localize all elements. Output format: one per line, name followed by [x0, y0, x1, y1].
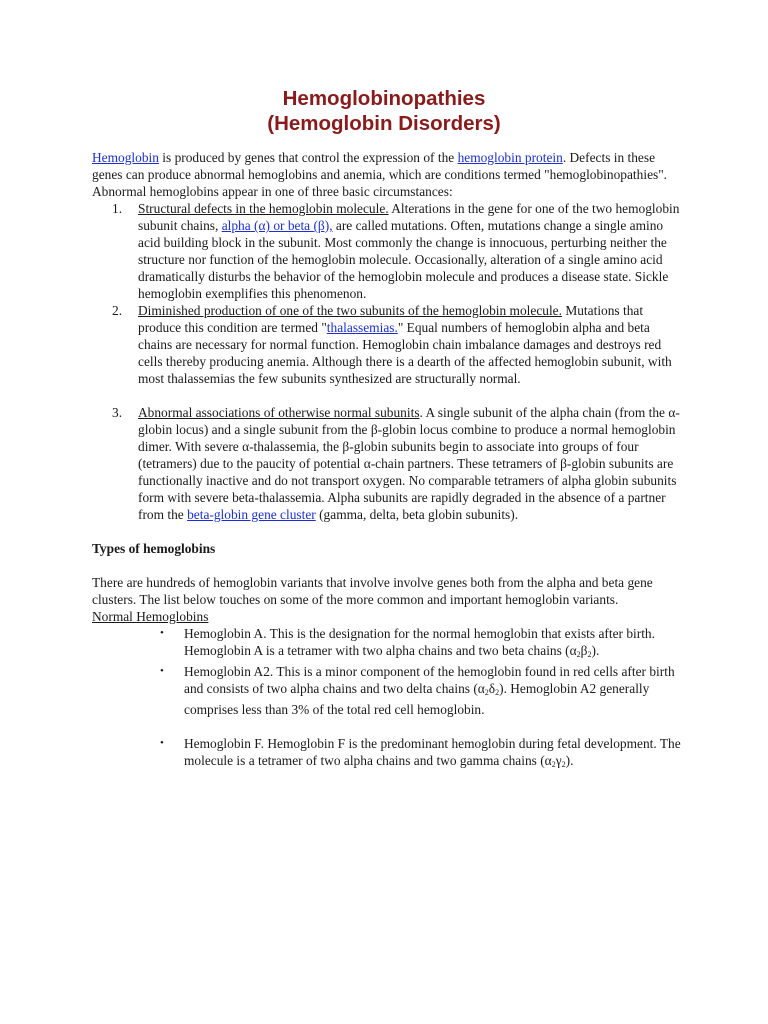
bullet-icon: •: [160, 665, 164, 677]
list-item-text: Hemoglobin F. Hemoglobin F is the predominant hemoglobin during fetal development. The molecule is a tetramer of two alpha chains and two gamma chains (α: [184, 736, 681, 768]
title-line-2: (Hemoglobin Disorders): [267, 112, 501, 135]
normal-hemoglobins-heading: Normal Hemoglobins: [92, 609, 209, 624]
list-item-heading: Abnormal associations of otherwise normal subunits: [138, 405, 420, 420]
title-line-1: Hemoglobinopathies: [282, 87, 486, 110]
list-item-heading: Structural defects in the hemoglobin molecule.: [138, 201, 389, 216]
list-item-text: . A single subunit of the alpha chain (from the α-globin locus) and a single subunit from the β-globin locus combine to produce a normal hemoglobin dimer. With severe α-thalassemia, the β-globin subunits begin to associate into groups of four (tetramers) due to the paucity of potential α-chain partners. These tetramers of β-globin subunits are functionally inactive and do not transport oxygen. No comparable tetramers of alpha globin subunits form with severe beta-thalassemia. Alpha subunits are rapidly degraded in the absence of a partner from the: [138, 405, 680, 522]
spacer: [92, 557, 682, 574]
list-item: [92, 302, 682, 387]
list-item: [92, 735, 682, 773]
list-number: 3.: [112, 405, 123, 420]
hemoglobin-list: [92, 625, 682, 773]
alpha-beta-link[interactable]: alpha (α) or beta (β),: [221, 218, 333, 233]
intro-paragraph: [92, 149, 682, 200]
section-heading: Types of hemoglobins: [92, 541, 216, 556]
hemoglobin-protein-link[interactable]: hemoglobin protein: [457, 150, 563, 165]
greek-letter: γ: [555, 753, 562, 768]
subscript: 2: [587, 650, 592, 659]
subscript: 2: [484, 688, 489, 697]
list-item: [92, 625, 682, 663]
list-item: [92, 404, 682, 523]
list-item-text: Hemoglobin A2. This is a minor component of the hemoglobin found in red cells after birth and consists of two alpha chains and two delta chains (α: [184, 664, 675, 696]
list-item-text: Hemoglobin A. This is the designation for the normal hemoglobin that exists after birth. Hemoglobin A is a tetramer with two alpha chains and two beta chains (α: [184, 626, 655, 658]
list-item-text: (gamma, delta, beta globin subunits).: [315, 507, 519, 522]
list-item-heading: Diminished production of one of the two subunits of the hemoglobin molecule.: [138, 303, 562, 318]
greek-letter: δ: [488, 681, 496, 696]
circumstances-list: [92, 200, 682, 523]
list-number: 1.: [112, 201, 123, 216]
document-body: [92, 149, 682, 773]
subscript: 2: [551, 760, 556, 769]
list-item: [92, 200, 682, 302]
list-number: 2.: [112, 303, 123, 318]
intro-text-2: . Defects in these genes can produce abnormal hemoglobins and anemia, which are conditions termed "hemoglobinopathies". Abnormal hemoglobins appear in one of three basic circumstances:: [92, 150, 668, 199]
greek-letter: β: [580, 643, 588, 658]
list-item-text: ).: [591, 643, 600, 658]
types-paragraph: There are hundreds of hemoglobin variants that involve involve genes both from the alpha and beta gene clusters. The list below touches on some of the more common and important hemoglobin variants.: [92, 575, 653, 607]
subscript: 2: [576, 650, 581, 659]
bullet-icon: •: [160, 737, 164, 749]
list-item-text: " Equal numbers of hemoglobin alpha and beta chains are necessary for normal function. Hemoglobin chain imbalance damages and destroys red cells thereby producing anemia. Although there is a dearth of the affected hemoglobin subunit, with most thalassemias the few subunits synthesized are structurally normal.: [138, 320, 672, 386]
intro-text-1: is produced by genes that control the expression of the: [158, 150, 458, 165]
bullet-icon: •: [160, 627, 164, 639]
page-title: [0, 86, 768, 136]
list-item-text: are called mutations. Often, mutations change a single amino acid building block in the subunit. Most commonly the change is innocuous, perturbing neither the structure nor function of the hemoglobin molecule. Occasionally, alteration of a single amino acid dramatically disturbs the behavior of the hemoglobin molecule and produces a disease state. Sickle hemoglobin exemplifies this phenomenon.: [138, 218, 669, 301]
subscript: 2: [561, 760, 566, 769]
list-item-text: Mutations that produce this condition are termed ": [138, 303, 644, 335]
list-item-text: Alterations in the gene for one of the two hemoglobin subunit chains,: [138, 201, 680, 233]
list-spacer: [92, 718, 682, 735]
thalassemias-link[interactable]: thalassemias.: [326, 320, 398, 335]
hemoglobin-link[interactable]: Hemoglobin: [92, 150, 159, 165]
list-spacer: [92, 387, 682, 404]
list-item-text: ). Hemoglobin A2 generally comprises less than 3% of the total red cell hemoglobin.: [184, 681, 650, 717]
subscript: 2: [495, 688, 500, 697]
list-item: [92, 663, 682, 718]
beta-globin-gene-cluster-link[interactable]: beta-globin gene cluster: [187, 507, 316, 522]
list-item-text: ).: [565, 753, 574, 768]
